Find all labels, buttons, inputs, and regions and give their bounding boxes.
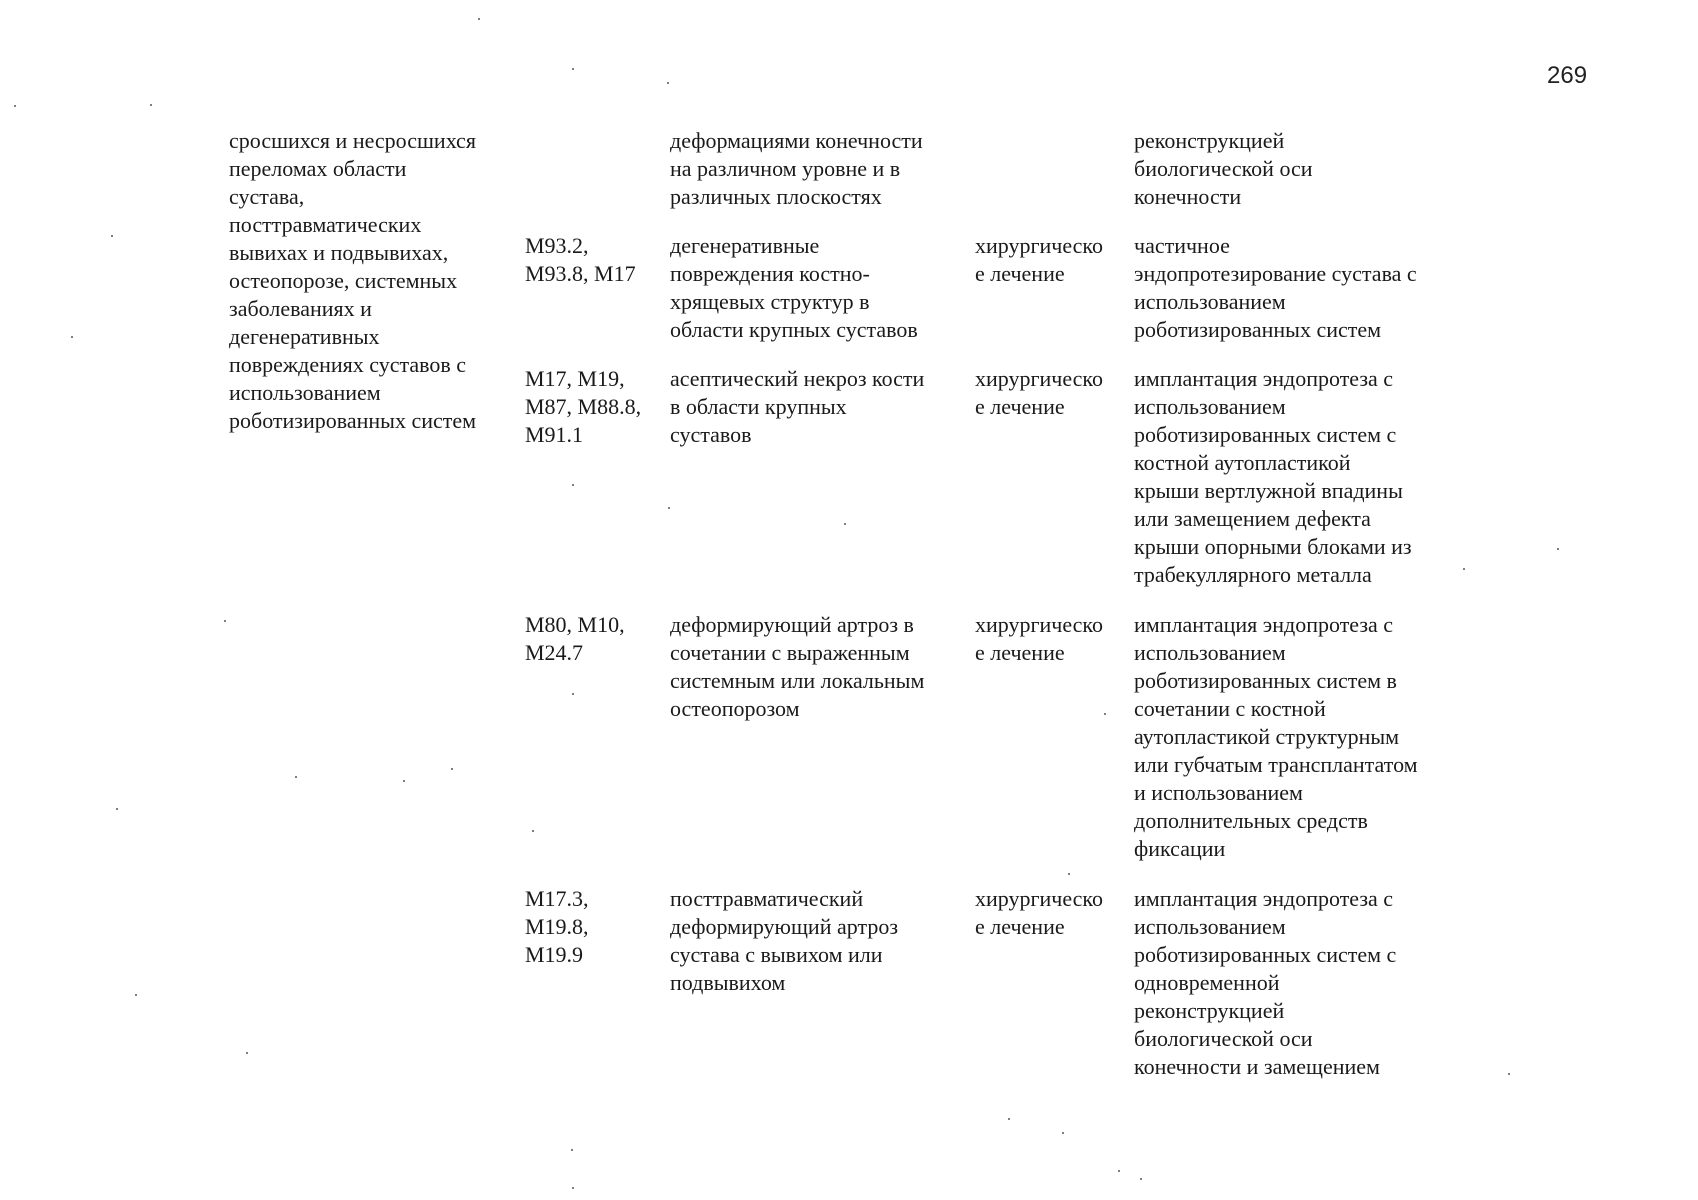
treatment-cell [975, 232, 1103, 288]
diagnosis-line: в области крупных [670, 394, 847, 419]
diagnosis-line: деформирующий артроз в [670, 612, 914, 637]
method-line: одновременной [1134, 970, 1280, 995]
scan-speck [1008, 1118, 1010, 1120]
treatment-cell [975, 885, 1103, 941]
condition-line: посттравматических [229, 212, 422, 237]
codes-cell [525, 611, 625, 667]
code-line: M17, M19, [525, 366, 625, 391]
code-line: M87, M88.8, [525, 394, 642, 419]
method-line: сочетании с костной [1134, 696, 1326, 721]
method-line: конечности и замещением [1134, 1054, 1380, 1079]
code-line: M93.8, M17 [525, 261, 636, 286]
diagnosis-line: сочетании с выраженным [670, 640, 910, 665]
scan-speck [71, 336, 73, 338]
treatment-line: хирургическо [975, 886, 1103, 911]
method-line: роботизированных систем с [1134, 422, 1397, 447]
scan-speck [1068, 873, 1070, 875]
diagnosis-cell [670, 365, 924, 449]
codes-cell [525, 365, 641, 449]
condition-line: повреждениях суставов с [229, 352, 467, 377]
code-line: M91.1 [525, 422, 584, 447]
method-line: или губчатым трансплантатом [1134, 752, 1418, 777]
diagnosis-line: сустава с вывихом или [670, 942, 883, 967]
method-line: имплантация эндопротеза с [1134, 366, 1394, 391]
condition-line: использованием [229, 380, 381, 405]
method-line: использованием [1134, 640, 1286, 665]
diagnosis-line: остеопорозом [670, 696, 800, 721]
diagnosis-line: на различном уровне и в [670, 156, 901, 181]
codes-cell [525, 885, 589, 969]
condition-line: вывихах и подвывихах, [229, 240, 449, 265]
code-line: M80, M10, [525, 612, 625, 637]
code-line: M93.2, [525, 233, 589, 258]
method-cell [1134, 365, 1412, 589]
diagnosis-line: асептический некроз кости [670, 366, 925, 391]
scan-speck [224, 620, 226, 622]
code-line: M19.9 [525, 942, 584, 967]
treatment-line: е лечение [975, 394, 1065, 419]
treatment-line: хирургическо [975, 366, 1103, 391]
method-line: использованием [1134, 394, 1286, 419]
diagnosis-line: различных плоскостях [670, 184, 882, 209]
method-line: имплантация эндопротеза с [1134, 612, 1394, 637]
diagnosis-line: подвывихом [670, 970, 786, 995]
scan-speck [135, 994, 137, 996]
method-line: дополнительных средств [1134, 808, 1368, 833]
scan-speck [1557, 548, 1559, 550]
treatment-line: е лечение [975, 261, 1065, 286]
method-line: крыши опорными блоками из [1134, 534, 1412, 559]
diagnosis-line: области крупных суставов [670, 317, 918, 342]
continuation-method-cell [1134, 127, 1313, 211]
treatment-cell [975, 611, 1103, 667]
code-line: M24.7 [525, 640, 584, 665]
continuation-diagnosis-cell [670, 127, 923, 211]
method-line: костной аутопластикой [1134, 450, 1351, 475]
condition-line: переломах области [229, 156, 407, 181]
scan-speck [1463, 568, 1465, 570]
diagnosis-line: хрящевых структур в [670, 289, 870, 314]
method-line: роботизированных систем [1134, 317, 1382, 342]
method-line: использованием [1134, 914, 1286, 939]
diagnosis-cell [670, 885, 898, 997]
diagnosis-line: повреждения костно- [670, 261, 870, 286]
method-line: аутопластикой структурным [1134, 724, 1400, 749]
scan-speck [150, 104, 152, 106]
method-line: конечности [1134, 184, 1242, 209]
scan-speck [572, 68, 574, 70]
scan-speck [14, 105, 16, 107]
diagnosis-line: посттравматический [670, 886, 864, 911]
scan-speck [572, 693, 574, 695]
scan-speck [572, 484, 574, 486]
scan-speck [1062, 1132, 1064, 1134]
method-line: реконструкцией [1134, 998, 1285, 1023]
treatment-cell [975, 365, 1103, 421]
scan-speck [571, 1149, 573, 1151]
condition-line: заболеваниях и [229, 296, 372, 321]
diagnosis-line: системным или локальным [670, 668, 925, 693]
condition-line: роботизированных систем [229, 408, 477, 433]
code-line: M17.3, [525, 886, 589, 911]
method-line: или замещением дефекта [1134, 506, 1371, 531]
method-line: реконструкцией [1134, 128, 1285, 153]
method-line: трабекуллярного металла [1134, 562, 1372, 587]
method-line: и использованием [1134, 780, 1303, 805]
method-line: роботизированных систем в [1134, 668, 1397, 693]
page-number: 269 [1547, 62, 1588, 89]
condition-line: сустава, [229, 184, 305, 209]
scan-speck [1118, 1170, 1120, 1172]
treatment-line: хирургическо [975, 612, 1103, 637]
treatment-line: е лечение [975, 914, 1065, 939]
method-cell [1134, 232, 1417, 344]
diagnosis-cell [670, 611, 924, 723]
method-line: эндопротезирование сустава с [1134, 261, 1417, 286]
scan-speck [403, 780, 405, 782]
method-line: использованием [1134, 289, 1286, 314]
diagnosis-line: дегенеративные [670, 233, 820, 258]
method-line: крыши вертлужной впадины [1134, 478, 1403, 503]
diagnosis-line: деформациями конечности [670, 128, 923, 153]
condition-cell [229, 127, 476, 435]
method-cell [1134, 611, 1418, 863]
condition-line: сросшихся и несросшихся [229, 128, 476, 153]
scan-speck [1508, 1073, 1510, 1075]
condition-line: остеопорозе, системных [229, 268, 458, 293]
condition-line: дегенеративных [229, 324, 380, 349]
codes-cell [525, 232, 636, 288]
scan-speck [844, 523, 846, 525]
diagnosis-cell [670, 232, 918, 344]
scan-speck [668, 507, 670, 509]
scan-speck [667, 82, 669, 84]
scan-speck [246, 1052, 248, 1054]
treatment-line: е лечение [975, 640, 1065, 665]
scan-speck [532, 830, 534, 832]
scan-speck [478, 18, 480, 20]
scan-speck [1140, 1178, 1142, 1180]
scan-speck [116, 808, 118, 810]
code-line: M19.8, [525, 914, 589, 939]
treatment-line: хирургическо [975, 233, 1103, 258]
method-line: биологической оси [1134, 1026, 1313, 1051]
scan-speck [1104, 713, 1106, 715]
method-line: биологической оси [1134, 156, 1313, 181]
diagnosis-line: суставов [670, 422, 752, 447]
diagnosis-line: деформирующий артроз [670, 914, 899, 939]
method-line: имплантация эндопротеза с [1134, 886, 1394, 911]
method-line: роботизированных систем с [1134, 942, 1397, 967]
scan-speck [451, 768, 453, 770]
method-cell [1134, 885, 1396, 1081]
scan-speck [295, 776, 297, 778]
scan-speck [111, 235, 113, 237]
method-line: фиксации [1134, 836, 1226, 861]
method-line: частичное [1134, 233, 1230, 258]
scan-speck [572, 1187, 574, 1189]
